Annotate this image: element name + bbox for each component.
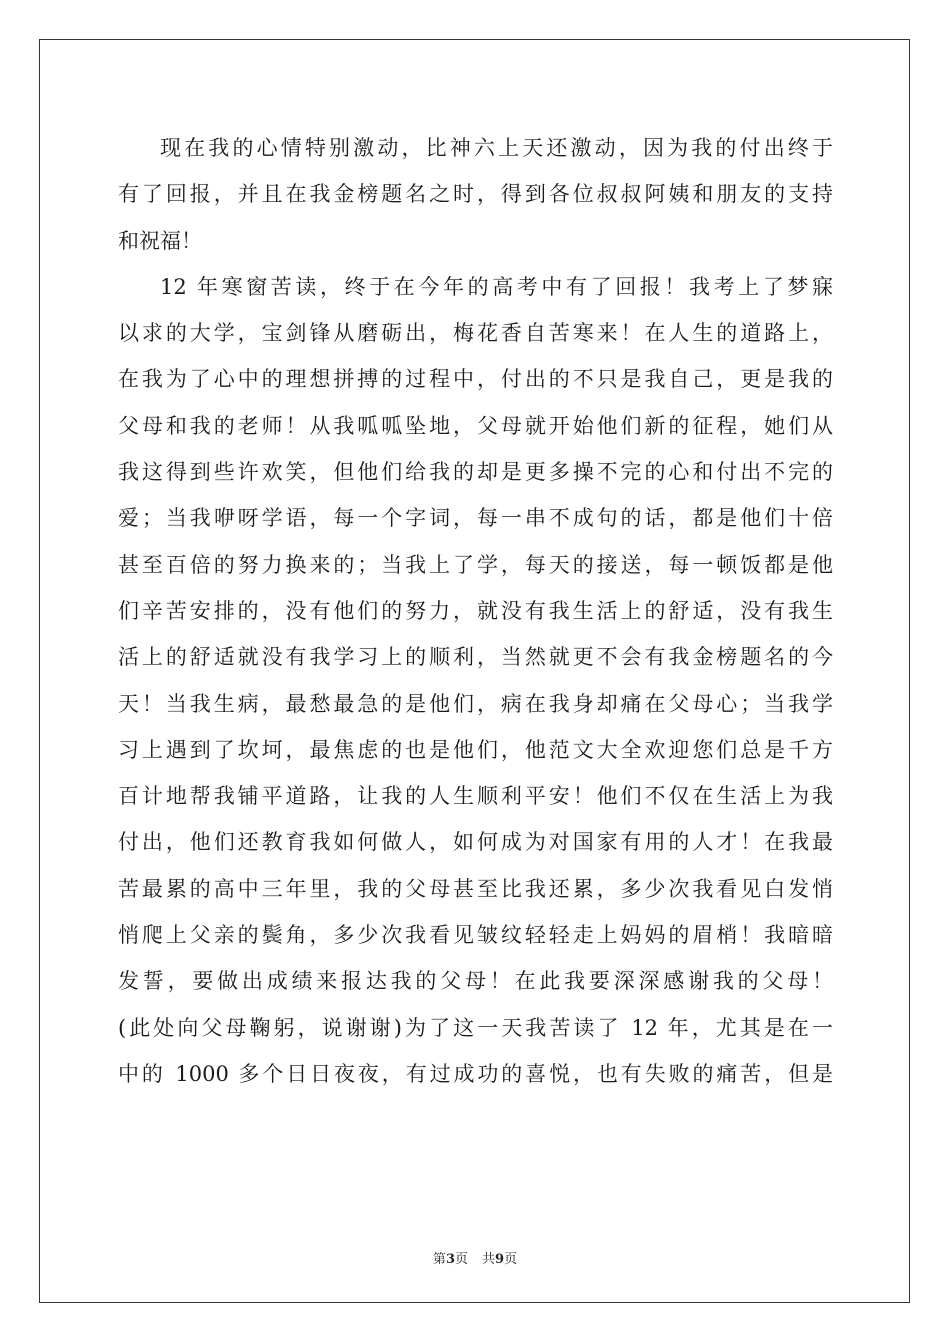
text-line: 我这得到些许欢笑，但他们给我的却是更多操不完的心和付出不完的 [118,460,833,485]
text-line: 活上的舒适就没有我学习上的顺利，当然就更不会有我金榜题名的今 [118,645,833,670]
footer-total-prefix: 共 [482,1252,496,1267]
body-text [118,125,833,1097]
footer-total-suffix: 页 [504,1252,518,1267]
text-line: 中的 1000 多个日日夜夜，有过成功的喜悦，也有失败的痛苦，但是 [118,1061,833,1086]
text-line: 甚至百倍的努力换来的；当我上了学，每天的接送，每一顿饭都是他 [118,552,833,577]
text-line: 悄爬上父亲的鬓角，多少次我看见皱纹轻轻走上妈妈的眉梢！我暗暗 [118,923,833,948]
text-line: 天！当我生病，最愁最急的是他们，病在我身却痛在父母心；当我学 [118,691,833,716]
text-line: 现在我的心情特别激动，比神六上天还激动，因为我的付出终于 [160,136,833,160]
text-line: 父母和我的老师！从我呱呱坠地，父母就开始他们新的征程，她们从 [118,413,833,438]
text-line: 苦最累的高中三年里，我的父母甚至比我还累，多少次我看见白发悄 [118,876,833,901]
text-line: 有了回报，并且在我金榜题名之时，得到各位叔叔阿姨和朋友的支持 [118,182,833,207]
text-line: 和祝福！ [118,228,202,253]
text-line: 12 年寒窗苦读，终于在今年的高考中有了回报！我考上了梦寐 [160,274,833,299]
page-footer [0,1248,950,1267]
total-page-number: 9 [495,1252,505,1267]
text-line: 爱；当我咿呀学语，每一个字词，每一串不成句的话，都是他们十倍 [118,506,833,531]
text-line: 付出，他们还教育我如何做人，如何成为对国家有用的人才！在我最 [118,830,833,855]
text-line: 百计地帮我铺平道路，让我的人生顺利平安！他们不仅在生活上为我 [118,784,833,809]
text-line: (此处向父母鞠躬，说谢谢)为了这一天我苦读了 12 年，尤其是在一 [118,1015,833,1040]
text-line: 习上遇到了坎坷，最焦虑的也是他们，他范文大全欢迎您们总是千方 [118,737,833,762]
current-page-number: 3 [445,1252,455,1267]
footer-page-word: 页 [454,1252,468,1267]
footer-prefix: 第 [432,1252,446,1267]
text-line: 在我为了心中的理想拼搏的过程中，付出的不只是我自己，更是我的 [118,367,833,392]
text-line: 们辛苦安排的，没有他们的努力，就没有我生活上的舒适，没有我生 [118,598,833,623]
text-line: 以求的大学，宝剑锋从磨砺出，梅花香自苦寒来！在人生的道路上， [118,321,833,346]
text-line: 发誓，要做出成绩来报达我的父母！在此我要深深感谢我的父母！ [118,969,833,994]
